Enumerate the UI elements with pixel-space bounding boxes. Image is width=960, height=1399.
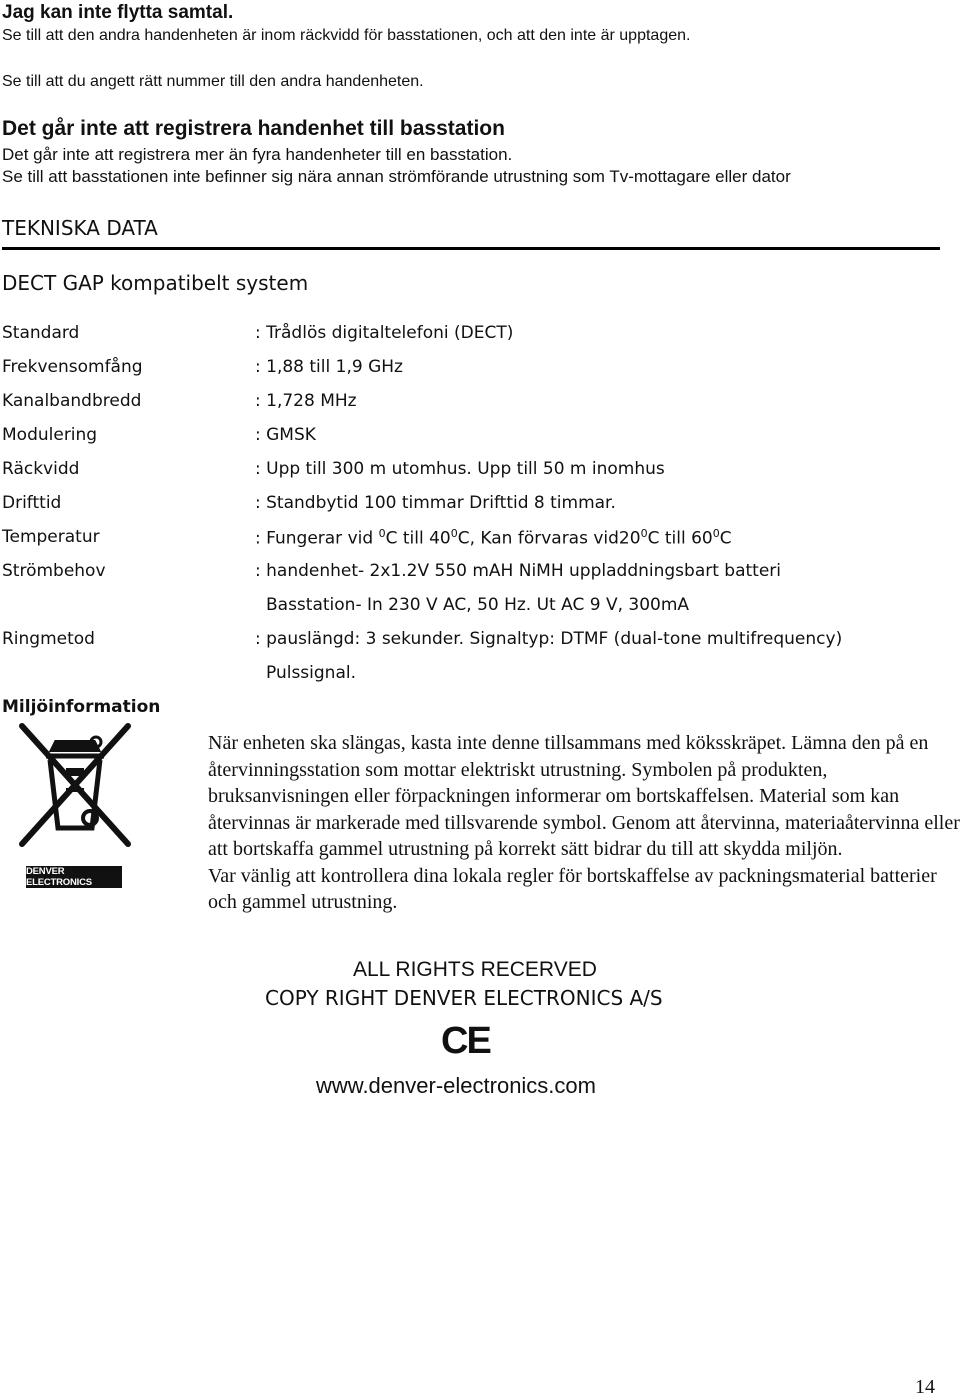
spec-label-range: Räckvidd xyxy=(2,459,80,479)
spec-value-operating-time: : Standbytid 100 timmar Drifttid 8 timmar. xyxy=(255,493,616,513)
weee-bin-icon xyxy=(16,720,134,850)
spec-value-temperature: : Fungerar vid $^0$C till $40^0C$, Kan förvaras $vid20^0C$ till $60^0C$ xyxy=(255,527,732,549)
spec-label-bandwidth: Kanalbandbredd xyxy=(2,391,142,411)
spec-value-standard: : Trådlös digitaltelefoni (DECT) xyxy=(255,323,514,343)
heading-move-call: Jag kan inte flytta samtal. xyxy=(2,2,234,23)
tech-title: TEKNISKA DATA xyxy=(2,216,158,240)
spec-label-standard: Standard xyxy=(2,323,80,343)
rights-text: ALL RIGHTS RECERVED xyxy=(353,958,597,981)
environment-heading: Miljöinformation xyxy=(2,697,161,717)
spec-value-power-base: Basstation- In 230 V AC, 50 Hz. Ut AC 9 V, 300mA xyxy=(266,595,690,615)
environment-paragraph-2: Var vänlig att kontrollera dina lokala regler för bortskaffelse av packningsmaterial batterier och gammel utrustning. xyxy=(208,864,937,913)
tech-subtitle: DECT GAP kompatibelt system xyxy=(2,271,309,295)
spec-label-operating-time: Drifttid xyxy=(2,493,62,513)
section-divider xyxy=(2,247,940,250)
register-line-2: Se till att basstationen inte befinner sig nära annan strömförande utrustning som Tv-mottagare eller dator xyxy=(2,167,791,186)
spec-label-modulation: Modulering xyxy=(2,425,98,445)
spec-value-ring: : pauslängd: 3 sekunder. Signaltyp: DTMF (dual-tone multifrequency) xyxy=(255,629,843,649)
ce-mark-icon: CE xyxy=(441,1020,490,1062)
spec-value-bandwidth: : 1,728 MHz xyxy=(255,391,357,411)
heading-register: Det går inte att registrera handenhet till basstation xyxy=(2,117,505,140)
move-call-line-2: Se till att du angett rätt nummer till den andra handenheten. xyxy=(2,73,424,90)
spec-value-range: : Upp till 300 m utomhus. Upp till 50 m inomhus xyxy=(255,459,665,479)
move-call-line-1: Se till att den andra handenheten är inom räckvidd för basstationen, och att den inte är upptagen. xyxy=(2,27,691,44)
denver-logo: DENVER ELECTRONICS xyxy=(26,866,122,888)
spec-label-ring: Ringmetod xyxy=(2,629,95,649)
page-number: 14 xyxy=(915,1376,935,1398)
spec-value-power: : handenhet- 2x1.2V 550 mAH NiMH uppladdningsbart batteri xyxy=(255,561,782,581)
spec-value-frequency: : 1,88 till 1,9 GHz xyxy=(255,357,403,377)
spec-label-frequency: Frekvensomfång xyxy=(2,357,143,377)
environment-text xyxy=(208,730,960,916)
spec-label-temperature: Temperatur xyxy=(2,527,100,547)
copyright-text: COPY RIGHT DENVER ELECTRONICS A/S xyxy=(265,986,663,1010)
spec-value-modulation: : GMSK xyxy=(255,425,316,445)
spec-label-power: Strömbehov xyxy=(2,561,106,581)
spec-value-ring-pulse: Pulssignal. xyxy=(266,663,356,683)
environment-paragraph-1: När enheten ska slängas, kasta inte denne tillsammans med köksskräpet. Lämna den på en återvinningsstation som mottar elektriskt utrustning. Symbolen på produkten, bruksanvisningen eller förpackningen informerar om bortskaffelsen. Material som kan återvinnas är markerade med tillsvarende symbol. Genom att återvinna, materiaåtervinna eller att bortskaffa gammel utrustning på korrekt sätt bidrar du till att skydda miljön. xyxy=(208,732,960,860)
website-link[interactable]: www.denver-electronics.com xyxy=(316,1073,596,1098)
register-line-1: Det går inte att registrera mer än fyra handenheter till en basstation. xyxy=(2,145,513,164)
